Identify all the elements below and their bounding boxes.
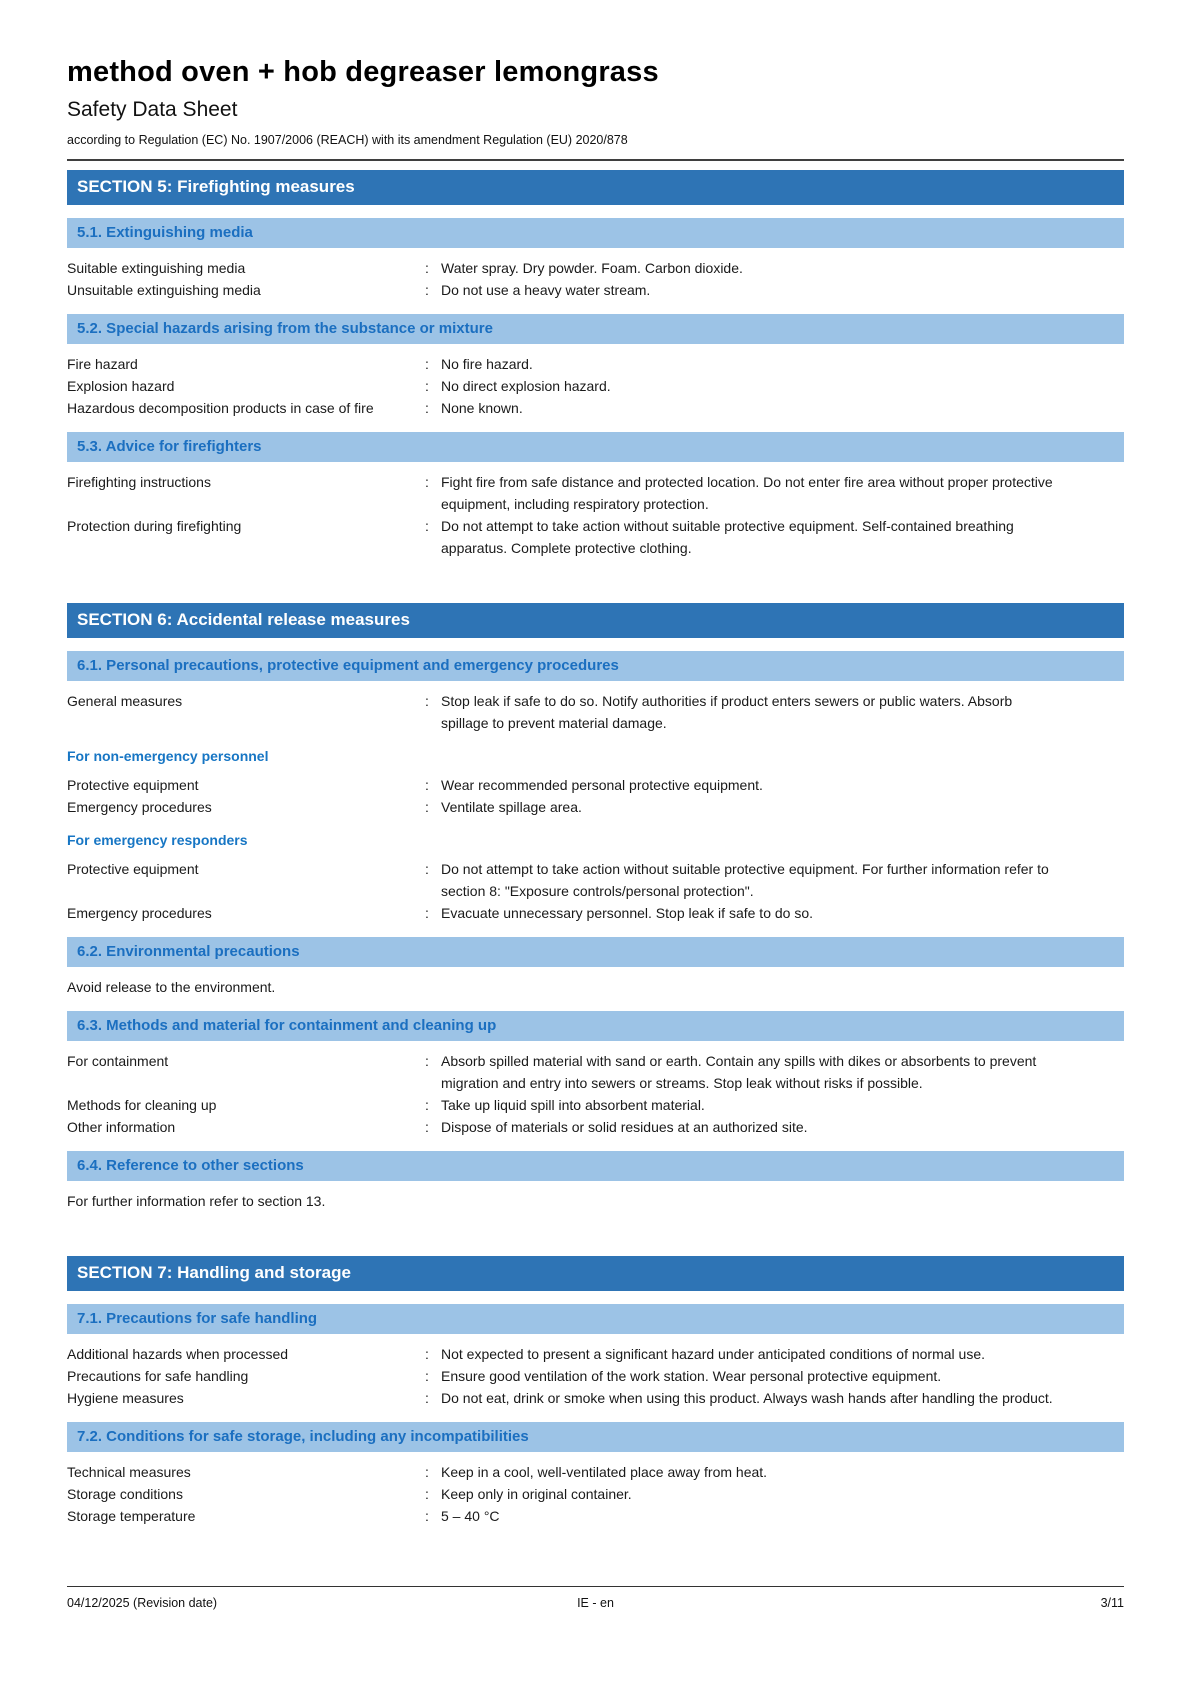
data-row bbox=[67, 1365, 1124, 1387]
row-label: Fire hazard bbox=[67, 356, 138, 372]
regulation-line: according to Regulation (EC) No. 1907/2006 (REACH) with its amendment Regulation (EU) 2020/878 bbox=[67, 133, 628, 147]
group-heading: For emergency responders bbox=[67, 832, 248, 848]
row-value: Do not attempt to take action without suitable protective equipment. Self-contained breathing apparatus. Complete protective clothing. bbox=[441, 518, 1014, 556]
subsection-paragraph: Avoid release to the environment. bbox=[67, 979, 276, 995]
document-header bbox=[67, 56, 1124, 161]
row-label: Firefighting instructions bbox=[67, 474, 211, 490]
subsection-header: 5.1. Extinguishing media bbox=[67, 218, 1124, 248]
subsection-header: 7.2. Conditions for safe storage, including any incompatibilities bbox=[67, 1422, 1124, 1452]
row-colon: : bbox=[425, 777, 429, 793]
row-value: Do not attempt to take action without suitable protective equipment. For further information refer to section 8: "Exposure controls/personal protection". bbox=[441, 861, 1049, 899]
subsection-paragraph: For further information refer to section 13. bbox=[67, 1193, 326, 1209]
subsection-header: 6.1. Personal precautions, protective equipment and emergency procedures bbox=[67, 651, 1124, 681]
row-value: Wear recommended personal protective equipment. bbox=[441, 777, 763, 793]
row-value: Dispose of materials or solid residues at an authorized site. bbox=[441, 1119, 808, 1135]
row-colon: : bbox=[425, 1368, 429, 1384]
row-colon: : bbox=[425, 1119, 429, 1135]
group-heading: For non-emergency personnel bbox=[67, 748, 269, 764]
row-label: Explosion hazard bbox=[67, 378, 175, 394]
row-colon: : bbox=[425, 474, 429, 490]
footer-page-number: 3/11 bbox=[1100, 1596, 1124, 1610]
row-label: Emergency procedures bbox=[67, 799, 212, 815]
row-label: Additional hazards when processed bbox=[67, 1346, 289, 1362]
row-value: Take up liquid spill into absorbent material. bbox=[441, 1097, 705, 1113]
subsection-header: 5.2. Special hazards arising from the substance or mixture bbox=[67, 314, 1124, 344]
subsection-header: 5.3. Advice for firefighters bbox=[67, 432, 1124, 462]
data-row bbox=[67, 1505, 1124, 1527]
row-label: Emergency procedures bbox=[67, 905, 212, 921]
footer-revision-date: 04/12/2025 (Revision date) bbox=[67, 1596, 218, 1610]
subsection-body bbox=[67, 471, 1124, 559]
data-row bbox=[67, 1343, 1124, 1365]
data-row bbox=[67, 1387, 1124, 1409]
row-label: Protective equipment bbox=[67, 861, 199, 877]
subsection-header: 7.1. Precautions for safe handling bbox=[67, 1304, 1124, 1334]
section-7 bbox=[67, 1256, 1124, 1527]
row-colon: : bbox=[425, 905, 429, 921]
page-content bbox=[67, 0, 1124, 1527]
data-row bbox=[67, 1483, 1124, 1505]
data-row bbox=[67, 858, 1124, 902]
row-colon: : bbox=[425, 378, 429, 394]
row-value: None known. bbox=[441, 400, 523, 416]
row-colon: : bbox=[425, 282, 429, 298]
row-value: Water spray. Dry powder. Foam. Carbon dioxide. bbox=[441, 260, 743, 276]
row-label: Protective equipment bbox=[67, 777, 199, 793]
row-label: Technical measures bbox=[67, 1464, 191, 1480]
row-value: Keep only in original container. bbox=[441, 1486, 632, 1502]
row-label: Storage conditions bbox=[67, 1486, 183, 1502]
row-label: Protection during firefighting bbox=[67, 518, 242, 534]
row-colon: : bbox=[425, 356, 429, 372]
row-value: Ventilate spillage area. bbox=[441, 799, 582, 815]
row-label: Storage temperature bbox=[67, 1508, 196, 1524]
row-colon: : bbox=[425, 1097, 429, 1113]
row-value: Do not use a heavy water stream. bbox=[441, 282, 651, 298]
data-row bbox=[67, 902, 1124, 924]
page-footer bbox=[67, 1586, 1124, 1610]
subsection-header: 6.4. Reference to other sections bbox=[67, 1151, 1124, 1181]
data-row bbox=[67, 471, 1124, 515]
row-label: Suitable extinguishing media bbox=[67, 260, 246, 276]
subsection-body bbox=[67, 257, 1124, 301]
footer-locale: IE - en bbox=[577, 1596, 614, 1610]
row-value: Not expected to present a significant hazard under anticipated conditions of normal use. bbox=[441, 1346, 985, 1362]
data-row bbox=[67, 515, 1124, 559]
row-colon: : bbox=[425, 518, 429, 534]
document-type: Safety Data Sheet bbox=[67, 98, 238, 121]
data-row bbox=[67, 1461, 1124, 1483]
subsection-body bbox=[67, 353, 1124, 419]
data-row bbox=[67, 690, 1124, 734]
row-colon: : bbox=[425, 861, 429, 877]
subsection-body bbox=[67, 1461, 1124, 1527]
row-colon: : bbox=[425, 1508, 429, 1524]
subsection-body bbox=[67, 1050, 1124, 1138]
subsection-header: 6.3. Methods and material for containment and cleaning up bbox=[67, 1011, 1124, 1041]
row-value: Keep in a cool, well-ventilated place away from heat. bbox=[441, 1464, 768, 1480]
row-label: Methods for cleaning up bbox=[67, 1097, 217, 1113]
row-label: Other information bbox=[67, 1119, 176, 1135]
data-row bbox=[67, 774, 1124, 796]
row-value: Fight fire from safe distance and protected location. Do not enter fire area without proper protective equipment, including respiratory protection. bbox=[441, 474, 1053, 512]
data-row bbox=[67, 796, 1124, 818]
row-colon: : bbox=[425, 400, 429, 416]
subsection-header: 6.2. Environmental precautions bbox=[67, 937, 1124, 967]
row-colon: : bbox=[425, 1346, 429, 1362]
section-header: SECTION 5: Firefighting measures bbox=[67, 170, 1124, 205]
section-6 bbox=[67, 603, 1124, 1212]
row-value: Do not eat, drink or smoke when using this product. Always wash hands after handling the product. bbox=[441, 1390, 1053, 1406]
row-value: No direct explosion hazard. bbox=[441, 378, 611, 394]
row-label: General measures bbox=[67, 693, 183, 709]
data-row bbox=[67, 257, 1124, 279]
subsection-body bbox=[67, 690, 1124, 924]
row-label: Hazardous decomposition products in case of fire bbox=[67, 400, 374, 416]
row-value: Absorb spilled material with sand or earth. Contain any spills with dikes or absorbents to prevent migration and entry into sewers or streams. Stop leak without risks if possible. bbox=[441, 1053, 1037, 1091]
data-row bbox=[67, 1094, 1124, 1116]
data-row bbox=[67, 1116, 1124, 1138]
subsection-body bbox=[67, 1343, 1124, 1409]
row-colon: : bbox=[425, 1390, 429, 1406]
row-colon: : bbox=[425, 1053, 429, 1069]
row-colon: : bbox=[425, 1464, 429, 1480]
subsection-body bbox=[67, 1190, 1124, 1212]
row-label: Hygiene measures bbox=[67, 1390, 184, 1406]
data-row bbox=[67, 353, 1124, 375]
data-row bbox=[67, 1050, 1124, 1094]
row-label: Unsuitable extinguishing media bbox=[67, 282, 261, 298]
row-colon: : bbox=[425, 260, 429, 276]
row-value: No fire hazard. bbox=[441, 356, 533, 372]
header-divider bbox=[67, 159, 1124, 161]
row-value: Stop leak if safe to do so. Notify authorities if product enters sewers or public waters. Absorb spillage to prevent material damage. bbox=[441, 693, 1013, 731]
section-5 bbox=[67, 170, 1124, 559]
row-value: 5 – 40 °C bbox=[441, 1508, 500, 1524]
row-value: Ensure good ventilation of the work station. Wear personal protective equipment. bbox=[441, 1368, 942, 1384]
row-label: Precautions for safe handling bbox=[67, 1368, 249, 1384]
row-colon: : bbox=[425, 1486, 429, 1502]
row-label: For containment bbox=[67, 1053, 169, 1069]
subsection-body bbox=[67, 976, 1124, 998]
product-name: method oven + hob degreaser lemongrass bbox=[67, 56, 659, 88]
row-colon: : bbox=[425, 693, 429, 709]
section-header: SECTION 7: Handling and storage bbox=[67, 1256, 1124, 1291]
row-colon: : bbox=[425, 799, 429, 815]
data-row bbox=[67, 375, 1124, 397]
section-header: SECTION 6: Accidental release measures bbox=[67, 603, 1124, 638]
data-row bbox=[67, 397, 1124, 419]
data-row bbox=[67, 279, 1124, 301]
row-value: Evacuate unnecessary personnel. Stop leak if safe to do so. bbox=[441, 905, 814, 921]
